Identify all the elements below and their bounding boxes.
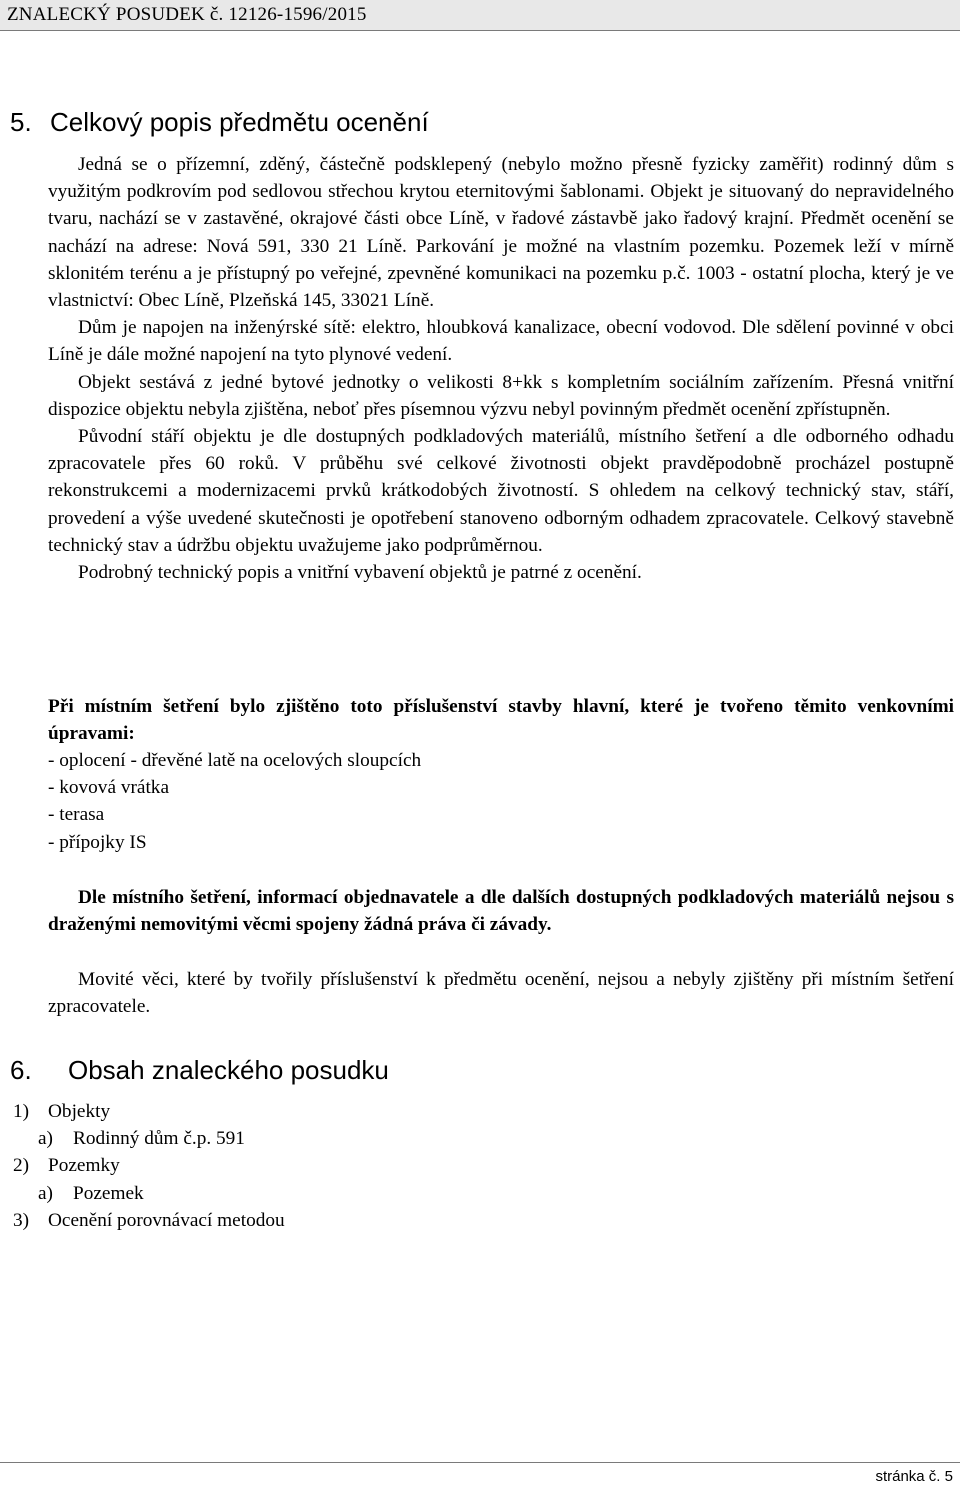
paragraph-technical-reference: Podrobný technický popis a vnitřní vybavení objektů je patrné z ocenění. — [78, 562, 642, 584]
page-number: stránka č. 5 — [875, 1468, 953, 1485]
accessories-heading-text: Při místním šetření bylo zjištěno toto příslušenství stavby hlavní, které je tvořeno těmito venkovními úpravami: — [48, 696, 954, 745]
list-marker: 2) — [13, 1155, 30, 1177]
list-marker: a) — [38, 1128, 53, 1150]
list-marker: 3) — [13, 1209, 30, 1231]
list-item-label: Ocenění porovnávací metodou — [48, 1209, 285, 1231]
list-item: - přípojky IS — [48, 831, 147, 853]
section-6-heading — [10, 1055, 389, 1085]
list-item — [13, 1125, 285, 1152]
list-item — [13, 1180, 285, 1207]
paragraph-object-description: Jedná se o přízemní, zděný, částečně podsklepený (nebylo možno přesně fyzicky zaměřit) rodinný dům s využitým podkrovím pod sedlovou střechou krytou eternitovými šablonami. Objekt je situovaný do nepravidelného tvaru, nachází se v zastavěné, okrajové části obce Líně, v řadové zástavbě jako řadový krajní. Předmět ocenění se nachází na adrese: Nová 591, 330 21 Líně. Parkování je možné na vlastním pozemku. Pozemek leží v mírně sklonitém terénu a je přístupný po veřejné, zpevněné komunikaci na pozemku p.č. 1003 - ostatní plocha, který je ve vlastnictví: Obec Líně, Plzeňská 145, 33021 Líně. — [48, 154, 954, 312]
paragraph-age-condition: Původní stáří objektu je dle dostupných podkladových materiálů, místního šetření a dle odborného odhadu zpracovatele přes 60 roků. V průběhu své celkové životnosti objekt pravděpodobně procházel postupně rekonstrukcemi a modernizacemi prvků krátkodobých životností. S ohledem na celkový technický stav, stáří, provedení a výše uvedené skutečnosti je opotřebení stanoveno odborným odhadem zpracovatele. Celkový stavebně technický stav a údržbu objektu uvažujeme jako podprůměrnou. — [48, 426, 954, 556]
list-marker: 1) — [13, 1101, 30, 1122]
section-6-title: Obsah znaleckého posudku — [68, 1055, 389, 1085]
accessories-list — [48, 747, 954, 856]
paragraph-utilities: Dům je napojen na inženýrské sítě: elektro, hloubková kanalizace, obecní vodovod. Dle sdělení povinné v obci Líně je dále možné napojení na tyto plynové vedení. — [48, 317, 954, 366]
list-item-label: Objekty — [48, 1101, 111, 1122]
paragraph-layout: Objekt sestává z jedné bytové jednotky o velikosti 8+kk s kompletním sociálním zařízením. Přesná vnitřní dispozice objektu nebyla zjištěna, neboť přes písemnou výzvu nebyl povinným předmět ocenění zpřístupněn. — [48, 371, 954, 420]
list-item: - terasa — [48, 804, 105, 826]
movables-statement — [48, 966, 954, 1020]
contents-list — [13, 1098, 285, 1234]
section-5-number: 5. — [10, 107, 32, 137]
section-5-title: Celkový popis předmětu ocenění — [50, 107, 429, 137]
movables-statement-text: Movité věci, které by tvořily příslušenství k předmětu ocenění, nejsou a nebyly zjištěny při místním šetření zpracovatele. — [48, 969, 954, 1018]
list-item: - kovová vrátka — [48, 777, 169, 799]
list-item: - oplocení - dřevěné latě na ocelových sloupcích — [48, 750, 422, 771]
list-item-label: Pozemek — [73, 1182, 144, 1204]
section-6-number: 6. — [10, 1055, 32, 1085]
header-divider — [0, 30, 960, 31]
list-item — [13, 1098, 285, 1125]
section-5-heading — [10, 107, 429, 137]
footer-divider — [0, 1462, 960, 1463]
list-item-label: Rodinný dům č.p. 591 — [73, 1128, 245, 1150]
list-item — [13, 1207, 285, 1234]
list-item — [13, 1152, 285, 1179]
page-header — [0, 0, 960, 30]
rights-statement — [48, 884, 954, 938]
section-5-description — [48, 151, 954, 586]
document-header-title: ZNALECKÝ POSUDEK č. 12126-1596/2015 — [7, 4, 367, 25]
accessories-heading — [48, 693, 954, 747]
list-marker: a) — [38, 1182, 53, 1204]
rights-statement-text: Dle místního šetření, informací objednavatele a dle dalších dostupných podkladových materiálů nejsou s draženými nemovitými věcmi spojeny žádná práva či závady. — [48, 887, 954, 936]
list-item-label: Pozemky — [48, 1155, 120, 1177]
